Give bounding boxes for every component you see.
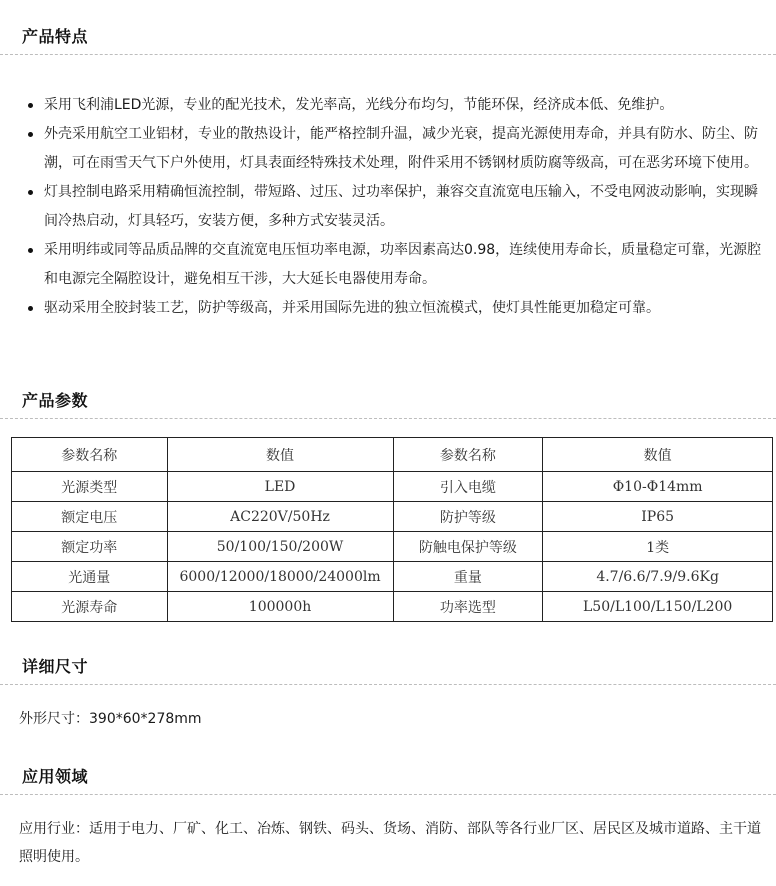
feature-item (22, 120, 770, 178)
features-list (22, 91, 770, 323)
table-cell: 防触电保护等级 (393, 532, 543, 562)
size-text: 外形尺寸：390*60*278mm (19, 711, 202, 727)
features-title: 产品特点 (22, 27, 89, 46)
feature-text: 采用飞利浦LED光源，专业的配光技术，发光率高，光线分布均匀，节能环保，经济成本低、免维护。 (44, 97, 674, 113)
table-cell: L50/L100/L150/L200 (543, 592, 773, 622)
feature-item (22, 91, 770, 120)
bullet-icon (28, 248, 33, 253)
table-row (12, 502, 773, 532)
table-cell: 光源寿命 (12, 592, 168, 622)
table-row (12, 472, 773, 502)
table-cell: 引入电缆 (393, 472, 543, 502)
table-row (12, 532, 773, 562)
table-cell: 4.7/6.6/7.9/9.6Kg (543, 562, 773, 592)
application-section-header (0, 758, 776, 795)
table-cell: 防护等级 (393, 502, 543, 532)
table-cell: 光源类型 (12, 472, 168, 502)
header-cell: 参数名称 (393, 438, 543, 472)
table-cell: 1类 (543, 532, 773, 562)
feature-text: 外壳采用航空工业铝材，专业的散热设计，能严格控制升温，减少光衰，提高光源使用寿命，并具有防水、防尘、防潮，可在雨雪天气下户外使用，灯具表面经特殊技术处理，附件采用不锈钢材质防腐等级高，可在恶劣环境下使用。 (44, 126, 758, 171)
application-title: 应用领域 (22, 767, 89, 786)
size-title: 详细尺寸 (22, 657, 89, 676)
table-cell: 50/100/150/200W (167, 532, 393, 562)
bullet-icon (28, 306, 33, 311)
params-table (11, 437, 773, 622)
params-section-header (0, 382, 776, 419)
size-section-header (0, 648, 776, 685)
features-section-header (0, 18, 776, 55)
table-cell: AC220V/50Hz (167, 502, 393, 532)
bullet-icon (28, 190, 33, 195)
params-title: 产品参数 (22, 391, 89, 410)
feature-item (22, 178, 770, 236)
bullet-icon (28, 132, 33, 137)
table-cell: 额定功率 (12, 532, 168, 562)
application-text: 应用行业：适用于电力、厂矿、化工、冶炼、钢铁、码头、货场、消防、部队等各行业厂区、居民区及城市道路、主干道照明使用。 (19, 821, 761, 865)
table-cell: 功率选型 (393, 592, 543, 622)
table-cell: 额定电压 (12, 502, 168, 532)
table-header-row (12, 438, 773, 472)
feature-text: 灯具控制电路采用精确恒流控制，带短路、过压、过功率保护，兼容交直流宽电压输入，不受电网波动影响，实现瞬间冷热启动，灯具轻巧，安装方便，多种方式安装灵活。 (44, 184, 758, 229)
header-cell: 数值 (543, 438, 773, 472)
table-row (12, 592, 773, 622)
table-cell: 100000h (167, 592, 393, 622)
feature-text: 驱动采用全胶封装工艺，防护等级高，并采用国际先进的独立恒流模式，使灯具性能更加稳定可靠。 (44, 300, 660, 316)
feature-item (22, 294, 770, 323)
feature-text: 采用明纬或同等品质品牌的交直流宽电压恒功率电源，功率因素高达0.98，连续使用寿命长，质量稳定可靠，光源腔和电源完全隔腔设计，避免相互干涉，大大延长电器使用寿命。 (44, 242, 762, 287)
header-cell: 参数名称 (12, 438, 168, 472)
table-cell: 重量 (393, 562, 543, 592)
header-cell: 数值 (167, 438, 393, 472)
table-row (12, 562, 773, 592)
table-cell: Φ10-Φ14mm (543, 472, 773, 502)
table-cell: 光通量 (12, 562, 168, 592)
table-cell: LED (167, 472, 393, 502)
feature-item (22, 236, 770, 294)
table-cell: 6000/12000/18000/24000lm (167, 562, 393, 592)
bullet-icon (28, 103, 33, 108)
table-cell: IP65 (543, 502, 773, 532)
